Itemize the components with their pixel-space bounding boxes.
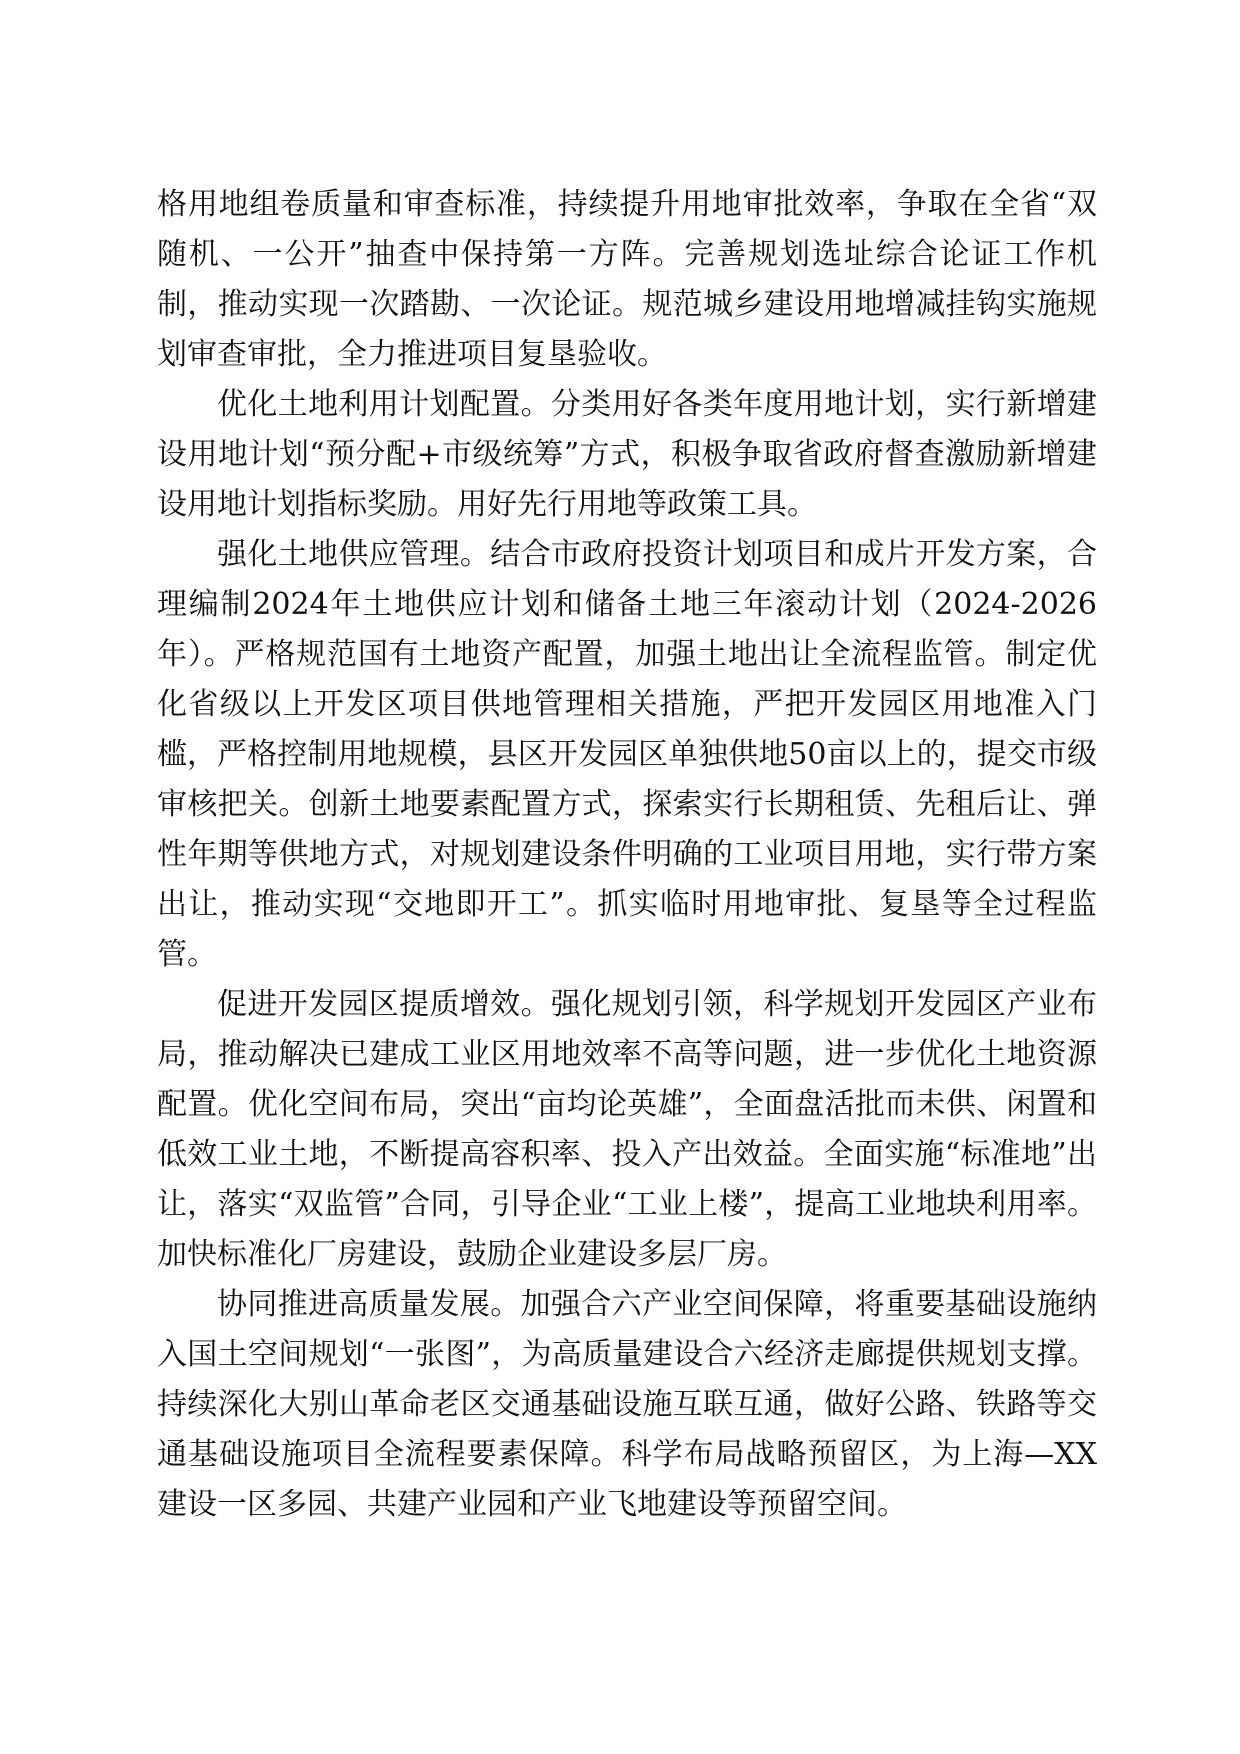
paragraph-continued: 格用地组卷质量和审查标准，持续提升用地审批效率，争取在全省“双随机、一公开”抽查中保持第一方阵。完善规划选址综合论证工作机制，推动实现一次踏勘、一次论证。规范城乡建设用地增减挂钩实施规划审查审批，全力推进项目复垦验收。 <box>157 187 1097 372</box>
paragraph-land-supply: 强化土地供应管理。结合市政府投资计划项目和成片开发方案，合理编制2024年土地供应计划和储备土地三年滚动计划（2024-2026年）。严格规范国有土地资产配置，加强土地出让全流程监管。制定优化省级以上开发区项目供地管理相关措施，严把开发园区用地准入门槛，严格控制用地规模，县区开发园区单独供地50亩以上的，提交市级审核把关。创新土地要素配置方式，探索实行长期租赁、先租后让、弹性年期等供地方式，对规划建设条件明确的工业项目用地，实行带方案出让，推动实现“交地即开工”。抓实临时用地审批、复垦等全过程监管。 <box>157 537 1097 972</box>
paragraph-development-zone: 促进开发园区提质增效。强化规划引领，科学规划开发园区产业布局，推动解决已建成工业区用地效率不高等问题，进一步优化土地资源配置。优化空间布局，突出“亩均论英雄”，全面盘活批而未供、闲置和低效工业土地，不断提高容积率、投入产出效益。全面实施“标准地”出让，落实“双监管”合同，引导企业“工业上楼”，提高工业地块利用率。加快标准化厂房建设，鼓励企业建设多层厂房。 <box>157 987 1097 1272</box>
document-page <box>157 180 1097 1530</box>
paragraph-land-use-plan: 优化土地利用计划配置。分类用好各类年度用地计划，实行新增建设用地计划“预分配+市级统筹”方式，积极争取省政府督查激励新增建设用地计划指标奖励。用好先行用地等政策工具。 <box>157 387 1097 522</box>
paragraph-coordinated-development: 协同推进高质量发展。加强合六产业空间保障，将重要基础设施纳入国土空间规划“一张图”，为高质量建设合六经济走廊提供规划支撑。持续深化大别山革命老区交通基础设施互联互通，做好公路、铁路等交通基础设施项目全流程要素保障。科学布局战略预留区，为上海—XX建设一区多园、共建产业园和产业飞地建设等预留空间。 <box>157 1287 1097 1522</box>
